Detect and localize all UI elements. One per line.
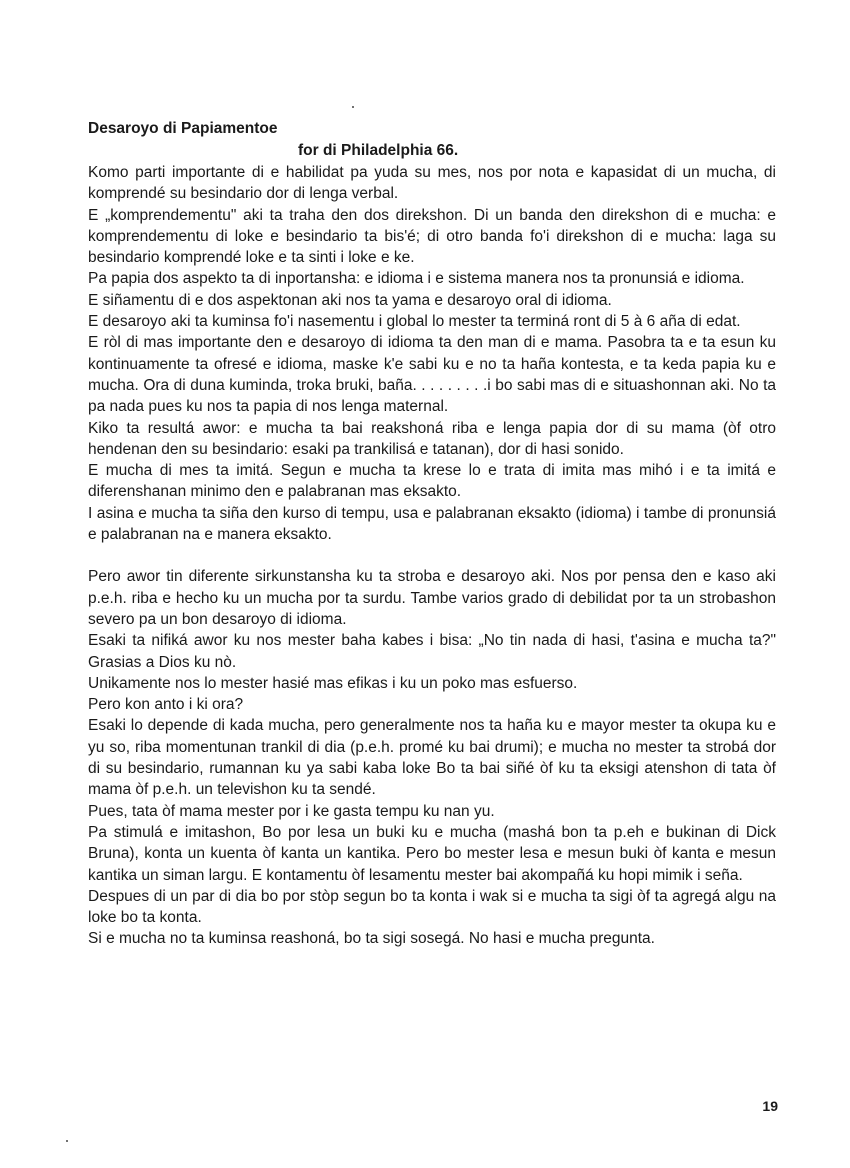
paragraph: Pa papia dos aspekto ta di inportansha: e idioma i e sistema manera nos ta pronunsiá e idioma. [88,270,745,288]
paragraph: Unikamente nos lo mester hasié mas efikas i ku un poko mas esfuerso. [88,674,578,692]
document-title: Desaroyo di Papiamentoe [88,120,278,137]
paragraph: E mucha di mes ta imitá. Segun e mucha ta krese lo e trata di imita mas mihó i e ta imitá e diferenshanan minimo den e palabranan mas eksakto. [88,462,776,501]
paragraph: Kiko ta resultá awor: e mucha ta bai reakshoná riba e lenga papia dor di su mama (òf otro hendenan den su besindario: esaki pa trankilisá e tatanan), dor di hasi sonido. [88,419,776,458]
paragraph: Despues di un par di dia bo por stòp segun bo ta konta i wak si e mucha ta sigi òf ta agregá algu na loke bo ta konta. [88,887,776,927]
paragraph: Esaki lo depende di kada mucha, pero generalmente nos ta haña ku e mayor mester ta okupa ku e yu so, riba momentunan trankil di dia (p.e.h. promé ku bai drumi); e mucha no mester ta strobá dor di su besindario, rumannan ku ya sabi kaba loke Bo ta bai siñé òf ku ta eksigi atenshon di tata òf mama òf p.e.h. un televishon ku ta sendé. [88,717,776,799]
paragraph: Pues, tata òf mama mester por i ke gasta tempu ku nan yu. [88,802,495,820]
document-page [88,118,776,950]
paragraph: Pero kon anto i ki ora? [88,696,244,714]
scan-speck [66,1140,68,1142]
paragraph: Komo parti importante di e habilidat pa yuda su mes, nos por nota e kapasidat di un mucha, di komprendé su besindario dor di lenga verbal. [88,164,776,203]
paragraph: Si e mucha no ta kuminsa reashoná, bo ta sigi sosegá. No hasi e mucha pregunta. [88,930,655,948]
paragraph: E siñamentu di e dos aspektonan aki nos ta yama e desaroyo oral di idioma. [88,291,612,309]
paragraph: Pa stimulá e imitashon, Bo por lesa un buki ku e mucha (mashá bon ta p.eh e bukinan di Dick Bruna), konta un kuenta òf kanta un kantika. Pero bo mester lesa e mesun buki òf kanta e mesun kantika un siman largu. E kontamentu òf lesamentu mester bai akompañá ku hopi mimik i seña. [88,823,776,884]
page-number: 19 [762,1098,778,1114]
paragraph: Esaki ta nifiká awor ku nos mester baha kabes i bisa: „No tin nada di hasi, t'asina e mucha ta?" Grasias a Dios ku nò. [88,632,776,671]
document-subtitle: for di Philadelphia 66. [298,142,459,159]
section-gap [88,545,776,566]
paragraph: Pero awor tin diferente sirkunstansha ku ta stroba e desaroyo aki. Nos por pensa den e kaso aki p.e.h. riba e hecho ku un mucha por ta surdu. Tambe varios grado di debilidat por ta un strobashon severo pa un bon desaroyo di idioma. [88,568,776,628]
paragraph: E ròl di mas importante den e desaroyo di idioma ta den man di e mama. Pasobra ta e ta esun ku kontinuamente ta ofresé e idioma, maske k'e sabi ku e no ta haña kontesta, e ta keda papia ku e mucha. Ora di duna kuminda, troka bruki, baña. . . . . . . . .i bo sabi mas di e situashonnan aki. No ta pa nada pues ku nos ta papia di nos lenga maternal. [88,334,776,416]
paragraph: E „komprendementu" aki ta traha den dos direkshon. Di un banda den direkshon di e mucha: e komprendementu di loke e besindario ta bis'é; di otro banda fo'i direkshon di e mucha: laga su besindario komprendé loke e ta sinti i loke e ke. [88,206,776,267]
paragraph: E desaroyo aki ta kuminsa fo'i nasementu i global lo mester ta terminá ront di 5 à 6 aña di edat. [88,313,741,331]
section-two [88,566,776,949]
section-one [88,162,776,545]
paragraph: I asina e mucha ta siña den kurso di tempu, usa e palabranan eksakto (idioma) i tambe di pronunsiá e palabranan na e manera eksakto. [88,504,776,544]
scan-speck [352,106,354,108]
